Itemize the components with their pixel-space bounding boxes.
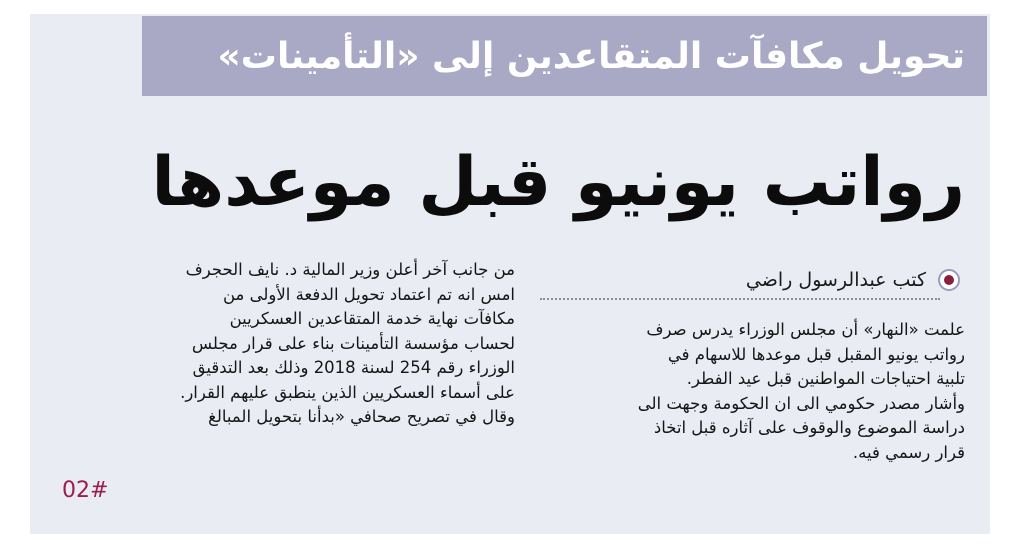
byline-divider	[540, 298, 940, 300]
article-line: الوزراء رقم 254 لسنة 2018 وذلك بعد التدقيق	[192, 358, 515, 377]
continuation-page-code: 02#	[62, 478, 109, 503]
kicker-banner	[142, 16, 987, 96]
article-line: تلبية احتياجات المواطنين قبل عيد الفطر.	[686, 369, 965, 388]
article-line: قرار رسمي فيه.	[852, 442, 965, 462]
article-line: دراسة الموضوع والوقوف على آثاره قبل اتخاذ	[653, 418, 965, 437]
kicker-title: تحويل مكافآت المتقاعدين إلى «التأمينات»	[217, 35, 965, 77]
article-line: علمت «النهار» أن مجلس الوزراء يدرس صرف	[646, 320, 965, 339]
article-line: على أسماء العسكريين الذين ينطبق عليهم القرار.	[180, 382, 515, 402]
article-line: وأشار مصدر حكومي الى ان الحكومة وجهت الى	[637, 393, 965, 413]
article-line: مكافآت نهاية خدمة المتقاعدين العسكريين	[229, 309, 515, 328]
byline-bullet-icon	[938, 269, 960, 291]
article-column-left	[60, 258, 515, 430]
byline-author: كتب عبدالرسول راضي	[745, 269, 926, 291]
article-column-right	[520, 318, 965, 465]
article-line: رواتب يونيو المقبل قبل موعدها للاسهام في	[667, 344, 965, 364]
article-line: لحساب مؤسسة التأمينات بناء على قرار مجلس	[191, 333, 515, 353]
article-line: من جانب آخر أعلن وزير المالية د. نايف الحجرف	[185, 260, 515, 279]
article-line: وقال في تصريح صحافي «بدأنا بتحويل المبالغ	[208, 407, 515, 426]
headline: رواتب يونيو قبل موعدها	[151, 143, 965, 222]
byline	[540, 262, 960, 298]
article-line: امس انه تم اعتماد تحويل الدفعة الأولى من	[222, 284, 515, 304]
